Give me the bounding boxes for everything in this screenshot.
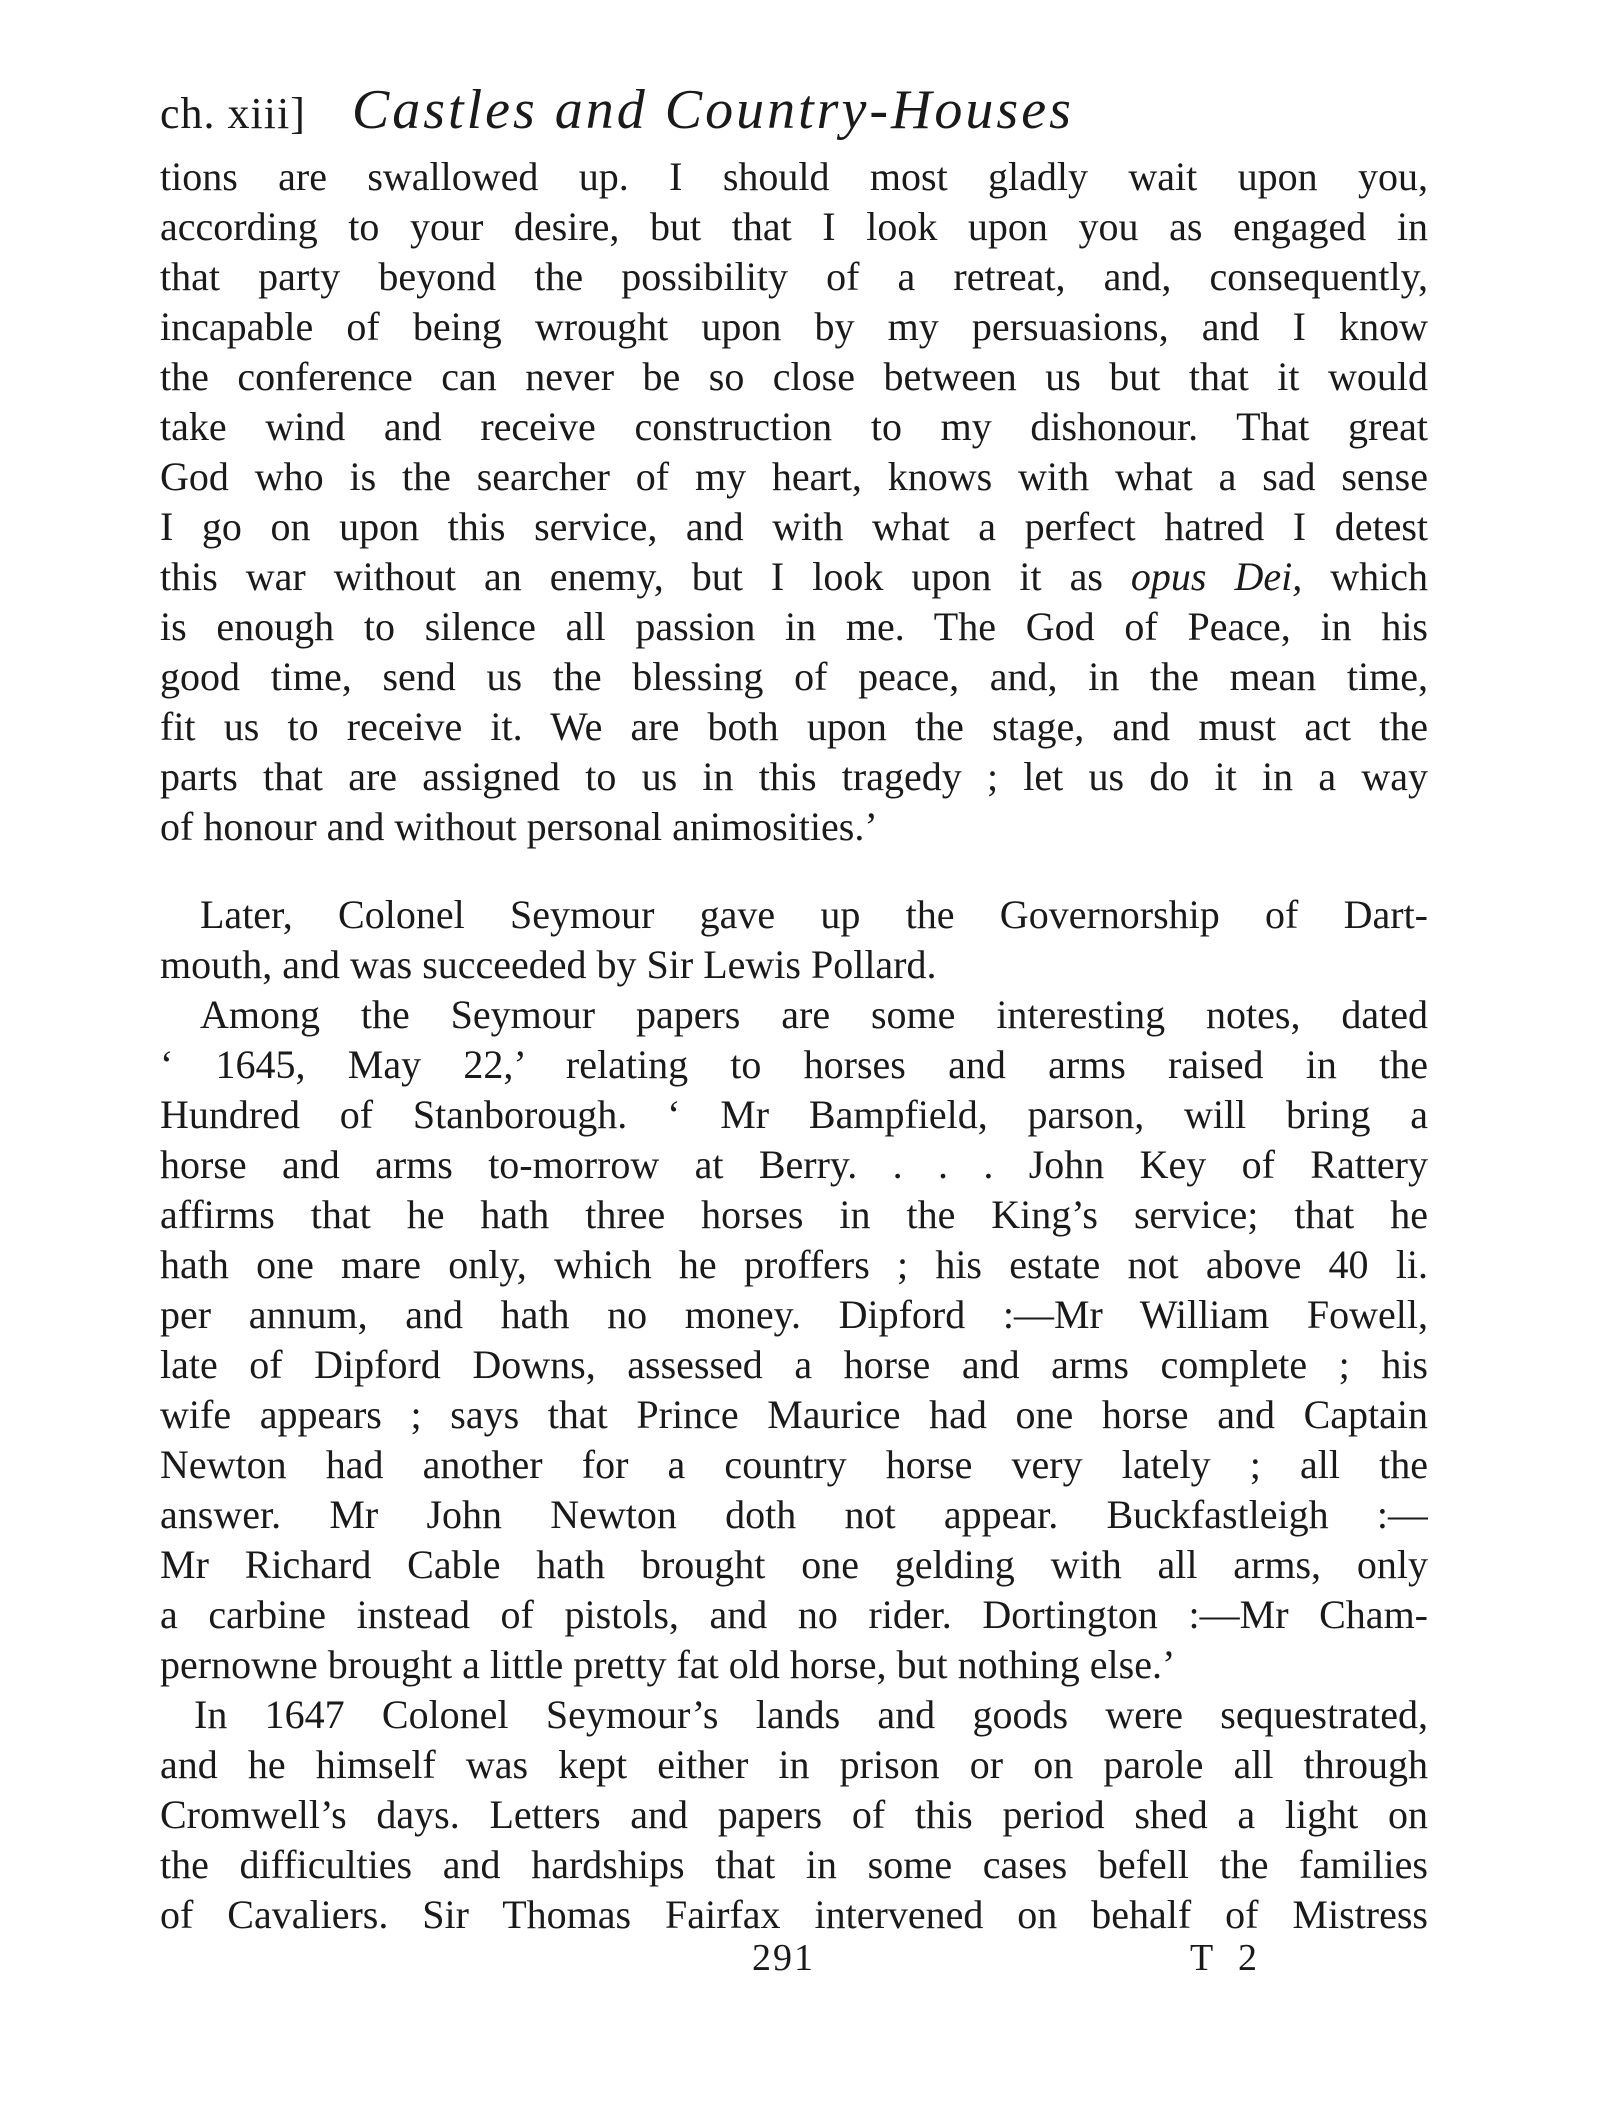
paragraph-first-line: Among the Seymour papers are some interesting notes, dated bbox=[200, 992, 1428, 1037]
text-line: fit us to receive it. We are both upon the stage, and must act the bbox=[160, 704, 1428, 749]
text-line: horse and arms to-morrow at Berry. . . . John Key of Rattery bbox=[160, 1142, 1428, 1187]
text-line: wife appears ; says that Prince Maurice had one horse and Captain bbox=[160, 1392, 1428, 1437]
text-line: mouth, and was succeeded by Sir Lewis Pollard. bbox=[160, 942, 937, 987]
chapter-label: ch. xiii] bbox=[160, 89, 306, 138]
text-line: take wind and receive construction to my dishonour. That great bbox=[160, 404, 1428, 449]
text-line: and he himself was kept either in prison or on parole all through bbox=[160, 1742, 1428, 1787]
text-line: good time, send us the blessing of peace, and, in the mean time, bbox=[160, 654, 1428, 699]
page-number: 291 bbox=[752, 1937, 815, 1979]
text-line: God who is the searcher of my heart, knows with what a sad sense bbox=[160, 454, 1428, 499]
text-line: of honour and without personal animosities.’ bbox=[160, 804, 878, 849]
text-line: the difficulties and hardships that in some cases befell the families bbox=[160, 1842, 1428, 1887]
text-line: tions are swallowed up. I should most gladly wait upon you, bbox=[160, 154, 1428, 199]
text-line: I go on upon this service, and with what a perfect hatred I detest bbox=[160, 504, 1428, 549]
text-line: parts that are assigned to us in this tragedy ; let us do it in a way bbox=[160, 754, 1428, 799]
page-footer bbox=[0, 1936, 1612, 1996]
text-line: of Cavaliers. Sir Thomas Fairfax intervened on behalf of Mistress bbox=[160, 1892, 1428, 1937]
text-line-with-italic bbox=[160, 552, 1428, 602]
text-line: Mr Richard Cable hath brought one gelding with all arms, only bbox=[160, 1542, 1428, 1587]
text-line: late of Dipford Downs, assessed a horse and arms complete ; his bbox=[160, 1342, 1428, 1387]
text-line: ‘ 1645, May 22,’ relating to horses and arms raised in the bbox=[160, 1042, 1428, 1087]
text-line: incapable of being wrought upon by my persuasions, and I know bbox=[160, 304, 1428, 349]
text-segment: which bbox=[1330, 554, 1428, 599]
text-line: Hundred of Stanborough. ‘ Mr Bampfield, parson, will bring a bbox=[160, 1092, 1428, 1137]
text-line: answer. Mr John Newton doth not appear. Buckfastleigh :— bbox=[160, 1492, 1428, 1537]
text-line: that party beyond the possibility of a retreat, and, consequently, bbox=[160, 254, 1428, 299]
body-text bbox=[160, 152, 1428, 1940]
text-line: is enough to silence all passion in me. The God of Peace, in his bbox=[160, 604, 1428, 649]
text-line: Cromwell’s days. Letters and papers of this period shed a light on bbox=[160, 1792, 1428, 1837]
text-line: the conference can never be so close between us but that it would bbox=[160, 354, 1428, 399]
text-line: according to your desire, but that I look upon you as engaged in bbox=[160, 204, 1428, 249]
running-head bbox=[160, 78, 1420, 158]
text-line: per annum, and hath no money. Dipford :—Mr William Fowell, bbox=[160, 1292, 1428, 1337]
text-line: hath one mare only, which he proffers ; his estate not above 40 li. bbox=[160, 1242, 1428, 1287]
paragraph-first-line: Later, Colonel Seymour gave up the Governorship of Dart- bbox=[200, 892, 1428, 937]
text-segment: this war without an enemy, but I look upon it as bbox=[160, 554, 1103, 599]
text-line: Newton had another for a country horse very lately ; all the bbox=[160, 1442, 1428, 1487]
paragraph-first-line: In 1647 Colonel Seymour’s lands and goods were sequestrated, bbox=[194, 1692, 1428, 1737]
text-line: pernowne brought a little pretty fat old horse, but nothing else.’ bbox=[160, 1642, 1176, 1687]
text-line: affirms that he hath three horses in the King’s service; that he bbox=[160, 1192, 1428, 1237]
text-line: a carbine instead of pistols, and no rider. Dortington :—Mr Cham- bbox=[160, 1592, 1428, 1637]
paragraph-gap bbox=[160, 852, 1428, 890]
signature-mark: T 2 bbox=[1190, 1937, 1266, 1979]
italic-phrase: opus Dei, bbox=[1130, 554, 1303, 599]
book-title: Castles and Country-Houses bbox=[351, 79, 1074, 141]
